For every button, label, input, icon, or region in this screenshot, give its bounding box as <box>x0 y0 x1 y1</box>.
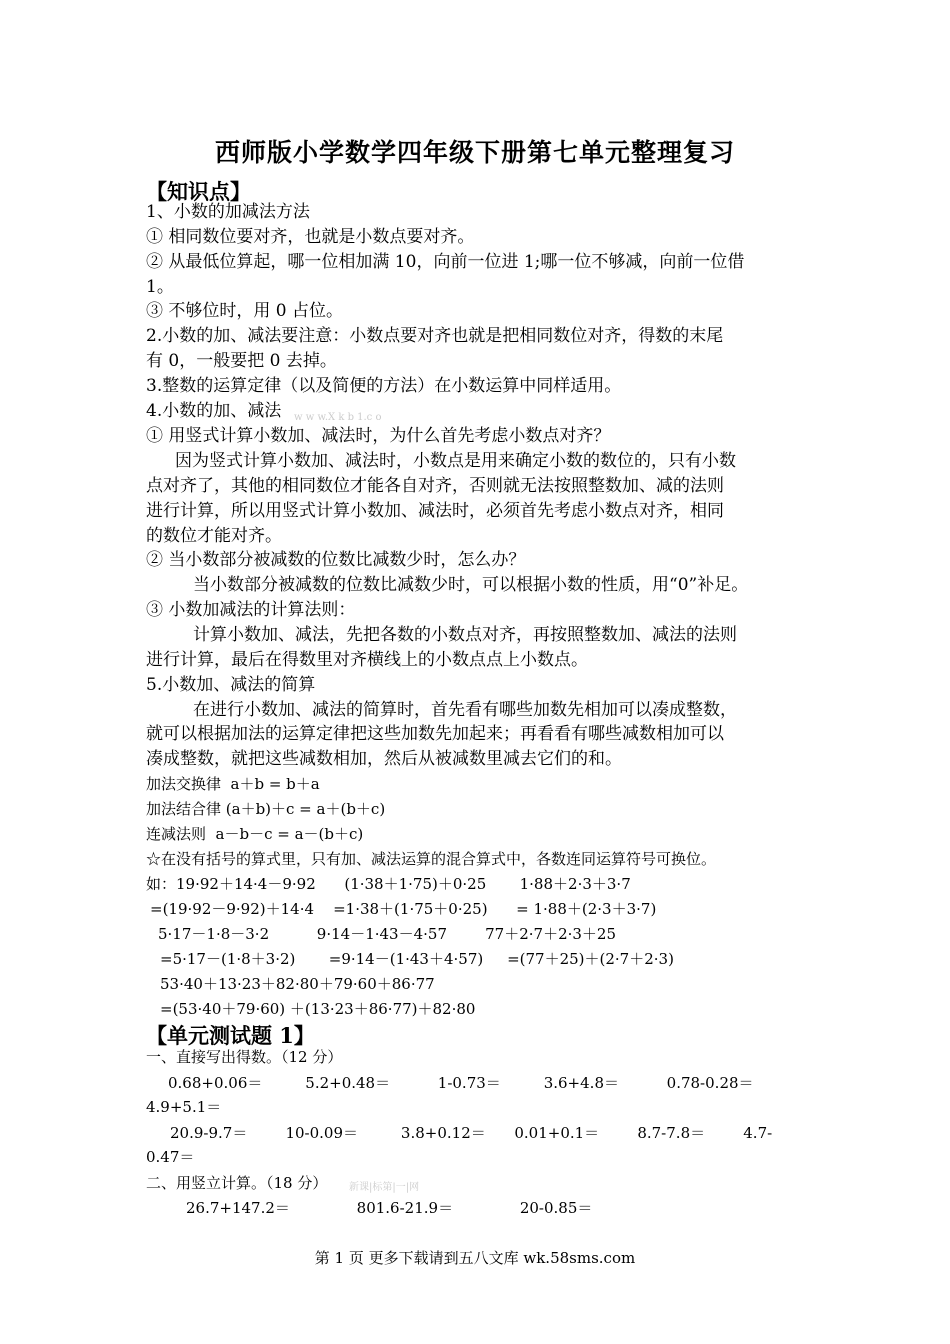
rule-note: ☆在没有括号的算式里，只有加、减法运算的混合算式中，各数连同运算符号可换位。 <box>146 850 717 868</box>
example-line: =5·17－(1·8＋3·2) =9·14－(1·43＋4·57) =(77＋25)＋(2·7＋2·3) <box>160 950 674 968</box>
question-2-row: 26.7+147.2＝ 801.6-21.9＝ 20-0.85＝ <box>186 1199 593 1217</box>
knowledge-line: 1、小数的加减法方法 <box>146 202 310 222</box>
knowledge-line: 当小数部分被减数的位数比减数少时，可以根据小数的性质，用“0”补足。 <box>193 575 749 595</box>
question-1-row: 4.9+5.1＝ <box>146 1098 222 1116</box>
knowledge-line: 在进行小数加、减法的简算时，首先看有哪些加数先相加可以凑成整数， <box>193 700 737 720</box>
rule-associative: 加法结合律 (a＋b)＋c = a＋(b＋c) <box>146 800 386 818</box>
question-2-title: 二、用竖立计算。（18 分） <box>146 1174 328 1192</box>
knowledge-line: 进行计算，最后在得数里对齐横线上的小数点点上小数点。 <box>146 650 588 670</box>
knowledge-line: 5.小数加、减法的简算 <box>146 675 316 695</box>
watermark-text: w w w.X k b 1.c o <box>294 412 382 423</box>
knowledge-line: 点对齐了，其他的相同数位才能各自对齐，否则就无法按照整数加、减的法则 <box>146 476 724 496</box>
question-1-row: 0.68+0.06＝ 5.2+0.48＝ 1-0.73＝ 3.6+4.8＝ 0.78-0.28＝ <box>168 1074 754 1092</box>
page-footer: 第 1 页 更多下载请到五八文库 wk.58sms.com <box>314 1249 636 1267</box>
knowledge-line: ② 从最低位算起，哪一位相加满 10，向前一位进 1;哪一位不够减，向前一位借 <box>146 252 745 272</box>
question-1-row: 0.47＝ <box>146 1148 195 1166</box>
knowledge-line: 4.小数的加、减法 <box>146 401 282 421</box>
knowledge-line: ① 用竖式计算小数加、减法时，为什么首先考虑小数点对齐？ <box>146 426 611 446</box>
example-line: =(53·40＋79·60) ＋(13·23＋86·77)＋82·80 <box>160 1000 476 1018</box>
knowledge-line: ③ 不够位时，用 0 占位。 <box>146 301 344 321</box>
knowledge-line: 凑成整数，就把这些减数相加，然后从被减数里减去它们的和。 <box>146 749 622 769</box>
knowledge-line: 有 0，一般要把 0 去掉。 <box>146 351 337 371</box>
knowledge-line: ① 相同数位要对齐，也就是小数点要对齐。 <box>146 227 475 247</box>
question-1-title: 一、直接写出得数。（12 分） <box>146 1048 343 1066</box>
example-line: =(19·92－9·92)＋14·4 =1·38＋(1·75＋0·25) = 1·88＋(2·3＋3·7) <box>150 900 657 918</box>
rule-commutative: 加法交换律 a＋b = b＋a <box>146 775 320 793</box>
knowledge-line: 3.整数的运算定律（以及简便的方法）在小数运算中同样适用。 <box>146 376 622 396</box>
knowledge-line: 因为竖式计算小数加、减法时，小数点是用来确定小数的数位的，只有小数 <box>175 451 736 471</box>
example-line: 53·40＋13·23＋82·80＋79·60＋86·77 <box>160 975 435 993</box>
knowledge-line: 进行计算，所以用竖式计算小数加、减法时，必须首先考虑小数点对齐，相同 <box>146 501 724 521</box>
knowledge-line: ② 当小数部分被减数的位数比减数少时，怎么办？ <box>146 550 526 570</box>
test-heading: 【单元测试题 1】 <box>146 1023 315 1048</box>
knowledge-line: 1。 <box>146 277 174 297</box>
page-title: 西师版小学数学四年级下册第七单元整理复习 <box>214 138 735 167</box>
example-line: 如：19·92＋14·4－9·92 (1·38＋1·75)＋0·25 1·88＋2·3＋3·7 <box>146 875 631 893</box>
example-line: 5·17－1·8－3·2 9·14－1·43－4·57 77＋2·7＋2·3＋25 <box>158 925 617 943</box>
question-1-row: 20.9-9.7＝ 10-0.09＝ 3.8+0.12＝ 0.01+0.1＝ 8.7-7.8＝ 4.7- <box>170 1124 773 1142</box>
knowledge-line: 计算小数加、减法，先把各数的小数点对齐，再按照整数加、减法的法则 <box>193 625 737 645</box>
knowledge-line: 的数位才能对齐。 <box>146 526 282 546</box>
knowledge-line: ③ 小数加减法的计算法则： <box>146 600 356 620</box>
knowledge-line: 2.小数的加、减法要注意：小数点要对齐也就是把相同数位对齐，得数的末尾 <box>146 326 724 346</box>
knowledge-heading: 【知识点】 <box>146 179 251 204</box>
knowledge-line: 就可以根据加法的运算定律把这些加数先加起来；再看看有哪些减数相加可以 <box>146 724 724 744</box>
watermark-text: 新课|标第|一|网 <box>349 1182 420 1193</box>
rule-subtraction: 连减法则 a－b－c = a－(b＋c) <box>146 825 364 843</box>
